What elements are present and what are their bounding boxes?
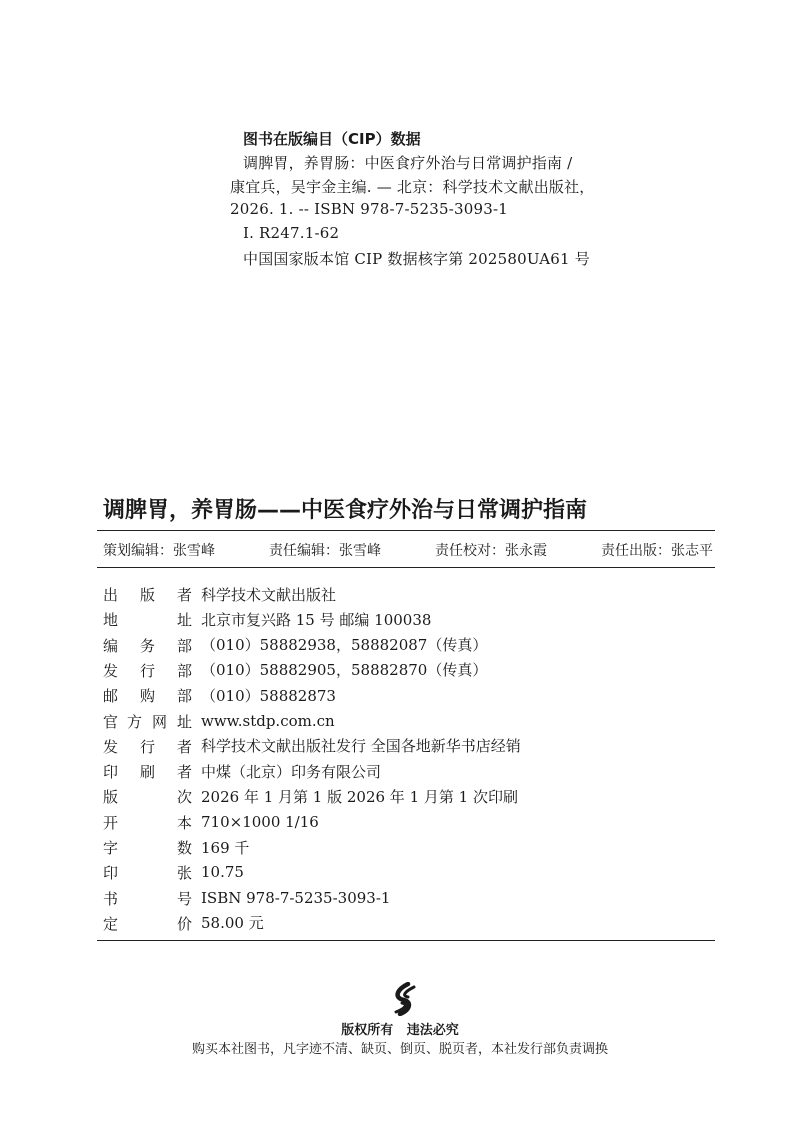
divider-middle — [97, 567, 715, 568]
info-value: 北京市复兴路 15 号 邮编 100038 — [201, 610, 432, 629]
cip-line: Ⅰ. R247.1-62 — [243, 224, 340, 242]
info-value: （010）58882905，58882870（传真） — [201, 661, 488, 680]
info-label-char: 部 — [177, 636, 193, 655]
publisher-logo-icon — [388, 982, 422, 1016]
info-label-char: 发 — [103, 737, 119, 756]
info-label — [103, 837, 193, 857]
info-label-char: 务 — [140, 636, 156, 655]
info-row — [103, 759, 382, 783]
info-label-char: 版 — [140, 586, 156, 604]
divider-bottom — [97, 940, 715, 941]
info-row — [103, 734, 521, 758]
info-label — [103, 660, 193, 680]
credit-planning-editor: 策划编辑：张雪峰 — [103, 543, 215, 559]
info-label-char: 本 — [177, 813, 193, 832]
info-label-char: 版 — [103, 788, 119, 807]
info-label-char: 印 — [103, 763, 119, 782]
info-row — [103, 607, 432, 631]
info-label-char: 定 — [103, 914, 119, 933]
info-label-char: 购 — [140, 687, 156, 706]
info-label — [103, 584, 193, 604]
info-row — [103, 658, 488, 682]
info-label-char: 部 — [177, 661, 193, 680]
info-label — [103, 786, 193, 807]
info-label-char: 次 — [177, 788, 193, 807]
info-row — [103, 860, 244, 884]
info-label-char: 地 — [103, 611, 119, 630]
info-label-char: 开 — [103, 813, 119, 832]
info-label-char: 发 — [103, 661, 119, 680]
info-row — [103, 582, 337, 606]
info-row — [103, 835, 250, 859]
info-label-char: 编 — [103, 636, 119, 655]
info-label-char: 址 — [177, 611, 193, 630]
info-label — [103, 862, 193, 883]
credit-proofreader: 责任校对：张永霞 — [435, 543, 547, 559]
info-label — [103, 736, 193, 756]
info-label — [103, 888, 193, 908]
info-value: 10.75 — [201, 863, 244, 882]
info-label-char: 数 — [177, 839, 193, 857]
credit-responsible-editor: 责任编辑：张雪峰 — [269, 543, 381, 559]
info-label-char: 方 — [127, 712, 143, 731]
cip-heading: 图书在版编目（CIP）数据 — [243, 130, 421, 148]
info-label-char: 出 — [103, 586, 119, 604]
info-label-char: 官 — [103, 712, 119, 731]
info-label-char: 刷 — [140, 763, 156, 782]
info-value: （010）58882938，58882087（传真） — [201, 636, 488, 655]
info-label-char: 者 — [177, 763, 193, 782]
info-label — [103, 761, 193, 782]
info-value: 2026 年 1 月第 1 版 2026 年 1 月第 1 次印刷 — [201, 787, 518, 806]
info-label-char: 书 — [103, 889, 119, 908]
info-label-char: 号 — [177, 889, 193, 908]
info-row — [103, 683, 336, 707]
info-label-char: 部 — [177, 687, 193, 706]
divider-top — [97, 530, 715, 531]
info-label-char: 址 — [177, 712, 193, 731]
info-label — [103, 685, 193, 706]
info-row — [103, 886, 391, 910]
cip-line: 2026. 1. -- ISBN 978-7-5235-3093-1 — [230, 200, 508, 218]
info-label-char: 字 — [103, 839, 119, 857]
cip-line: 康宜兵，吴宇金主编. — 北京：科学技术文献出版社， — [230, 178, 595, 196]
rights-notice: 版权所有 违法必究 — [341, 1023, 459, 1038]
cip-line: 调脾胃，养胃肠：中医食疗外治与日常调护指南 / — [243, 154, 573, 172]
info-label-char: 价 — [177, 914, 193, 933]
info-label — [103, 609, 193, 630]
info-label — [103, 635, 193, 655]
info-label-char: 行 — [140, 737, 156, 756]
info-label-char: 邮 — [103, 687, 119, 706]
info-label-char: 网 — [152, 712, 168, 731]
info-value: www.stdp.com.cn — [201, 711, 335, 730]
credit-publishing: 责任出版：张志平 — [601, 543, 713, 559]
info-label-char: 者 — [177, 586, 193, 604]
info-label — [103, 711, 193, 731]
info-value: （010）58882873 — [201, 686, 336, 705]
credits-row — [103, 540, 713, 560]
book-title: 调脾胃，养胃肠——中医食疗外治与日常调护指南 — [103, 498, 588, 523]
info-value: 169 千 — [201, 838, 250, 857]
info-value: ISBN 978-7-5235-3093-1 — [201, 888, 391, 907]
info-label-char: 印 — [103, 864, 119, 883]
info-label-char: 行 — [140, 661, 156, 680]
info-label — [103, 812, 193, 832]
info-value: 科学技术文献出版社发行 全国各地新华书店经销 — [201, 737, 521, 756]
info-row — [103, 709, 335, 733]
info-row — [103, 810, 319, 834]
info-label — [103, 913, 193, 933]
info-label-char: 者 — [177, 737, 193, 756]
info-label-char: 张 — [177, 864, 193, 883]
info-row — [103, 911, 264, 935]
info-value: 中煤（北京）印务有限公司 — [201, 762, 382, 781]
info-row — [103, 784, 518, 808]
cip-line: 中国国家版本馆 CIP 数据核字第 202580UA61 号 — [243, 250, 590, 268]
info-row — [103, 633, 488, 657]
exchange-notice: 购买本社图书，凡字迹不清、缺页、倒页、脱页者，本社发行部负责调换 — [191, 1042, 608, 1057]
info-value: 58.00 元 — [201, 914, 264, 933]
info-value: 科学技术文献出版社 — [201, 585, 337, 604]
info-value: 710×1000 1/16 — [201, 812, 319, 831]
